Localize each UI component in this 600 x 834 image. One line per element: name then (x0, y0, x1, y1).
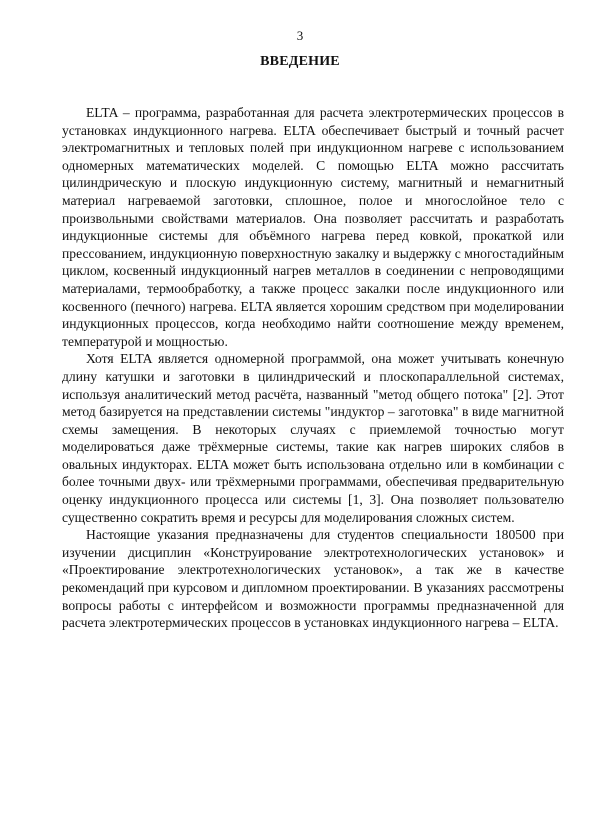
paragraph-method: Хотя ELTA является одномерной программой, она может учитывать конечную длину катушки и заготовки в цилиндрический и плоскопараллельной системах, используя аналитический метод расчёта, названный "метод общего потока" [2]. Этот метод базируется на представлении системы "индуктор – заготовка" в виде магнитной схемы замещения. В некоторых случаях с приемлемой точностью могут моделироваться даже трёхмерные системы, такие как нагрев широких слябов в овальных индукторах. ELTA может быть использована отдельно или в комбинации с более точными двух- или трёхмерными программами, обеспечивая предварительную оценку индукционного процесса или системы [1, 3]. Она позволяет пользователю существенно сократить время и ресурсы для моделирования сложных систем. (62, 351, 564, 525)
section-heading: ВВЕДЕНИЕ (260, 54, 340, 69)
body-text (62, 104, 564, 632)
paragraph-purpose: Настоящие указания предназначены для студентов специальности 180500 при изучении дисциплин «Конструирование электротехнологических установок» и «Проектирование электротехнологических установок», а так же в качестве рекомендаций при курсовом и дипломном проектировании. В указаниях рассмотрены вопросы работы с интерфейсом и возможности программы предназначенной для расчета электротермических процессов в установках индукционного нагрева – ELTA. (62, 527, 564, 631)
page-number: 3 (296, 28, 304, 43)
paragraph-intro: ELTA – программа, разработанная для расчета электротермических процессов в установках индукционного нагрева. ELTA обеспечивает быстрый и точный расчет электромагнитных и тепловых полей при индукционном нагреве с использованием одномерных математических моделей. С помощью ELTA можно рассчитать цилиндрическую и плоскую индукционную систему, магнитный и немагнитный материал нагреваемой заготовки, сплошное, полое и многослойное тело с произвольными свойствами материалов. Она позволяет рассчитать и разработать индукционные системы для объёмного нагрева перед ковкой, прокаткой или прессованием, индукционную поверхностную закалку и выдержку с многостадийным циклом, косвенный индукционный нагрев металлов в соединении с непроводящими материалами, термообработку, а также процесс закалки после индукционного или косвенного (печного) нагрева. ELTA является хорошим средством при моделировании индукционных процессов, когда необходимо найти соотношение между временем, температурой и мощностью. (62, 105, 564, 349)
